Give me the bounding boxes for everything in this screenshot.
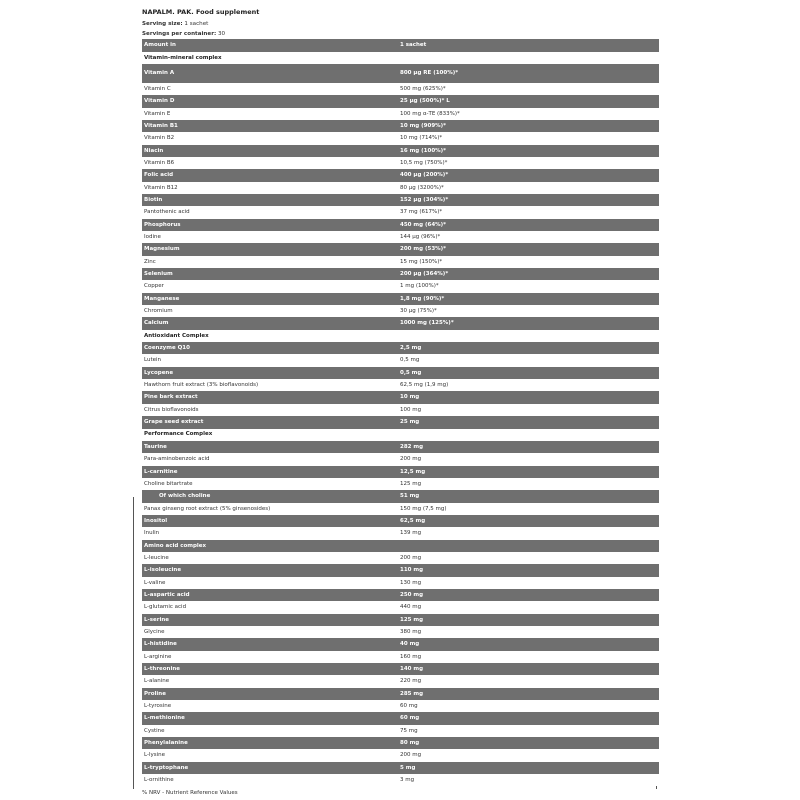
nutrient-amount: 62,5 mg (1,9 mg): [398, 379, 659, 391]
nutrient-name: L-tryptophane: [142, 762, 398, 774]
nutrient-amount: 200 mg: [398, 552, 659, 564]
table-row: [142, 404, 659, 416]
nutrient-name: L-leucine: [142, 552, 398, 564]
table-row: [142, 626, 659, 638]
table-row: [142, 108, 659, 120]
table-row: [142, 552, 659, 564]
nutrient-name: Of which choline: [142, 490, 398, 502]
table-row: [142, 515, 659, 527]
nutrient-name: Inositol: [142, 515, 398, 527]
nutrient-name: Taurine: [142, 441, 398, 453]
table-row: [142, 342, 659, 354]
nutrient-name: Vitamin-mineral complex: [142, 52, 398, 64]
nutrient-name: Citrus bioflavonoids: [142, 404, 398, 416]
nutrient-name: Biotin: [142, 194, 398, 206]
nutrient-amount: 62,5 mg: [398, 515, 659, 527]
section-header-row: [142, 429, 659, 441]
nutrient-name: Panax ginseng root extract (5% ginsenosides): [142, 503, 398, 515]
table-row: [142, 453, 659, 465]
table-row: [142, 601, 659, 613]
nutrient-name: Selenium: [142, 268, 398, 280]
table-row: [142, 589, 659, 601]
nutrient-amount: 200 mg: [398, 749, 659, 761]
table-row: [142, 293, 659, 305]
nutrient-name: Copper: [142, 280, 398, 292]
nutrient-name: L-aspartic acid: [142, 589, 398, 601]
nutrient-name: Niacin: [142, 145, 398, 157]
nutrient-amount: 100 mg: [398, 404, 659, 416]
nutrient-name: Cystine: [142, 725, 398, 737]
nutrient-name: Choline bitartrate: [142, 478, 398, 490]
section-header-row: [142, 330, 659, 342]
nutrient-name: L-valine: [142, 577, 398, 589]
nutrient-amount: [398, 540, 659, 552]
nutrient-amount: 80 mg: [398, 737, 659, 749]
table-row: [142, 391, 659, 403]
table-row: [142, 132, 659, 144]
nutrient-amount: 450 mg (64%)*: [398, 219, 659, 231]
nutrient-amount: 80 μg (3200%)*: [398, 182, 659, 194]
nutrient-name: L-arginine: [142, 651, 398, 663]
table-row: [142, 157, 659, 169]
nutrient-name: L-methionine: [142, 712, 398, 724]
nutrient-name: Grape seed extract: [142, 416, 398, 428]
nutrient-amount: 10 mg (714%)*: [398, 132, 659, 144]
supplement-facts-document: [142, 7, 659, 798]
table-row: [142, 169, 659, 181]
nutrient-name: Zinc: [142, 256, 398, 268]
table-row: [142, 503, 659, 515]
nutrient-amount: 500 mg (625%)*: [398, 83, 659, 95]
table-row: [142, 577, 659, 589]
table-row: [142, 675, 659, 687]
nutrient-name: Vitamin B2: [142, 132, 398, 144]
nutrient-name: Glycine: [142, 626, 398, 638]
table-row: [142, 194, 659, 206]
table-row: [142, 354, 659, 366]
nutrient-amount: 75 mg: [398, 725, 659, 737]
nutrient-name: Phenylalanine: [142, 737, 398, 749]
nutrient-name: Para-aminobenzoic acid: [142, 453, 398, 465]
nutrient-amount: 130 mg: [398, 577, 659, 589]
nutrient-name: Pine bark extract: [142, 391, 398, 403]
nutrient-name: Performance Complex: [142, 429, 398, 441]
serving-size-value: 1 sachet: [182, 21, 209, 27]
table-row: [142, 379, 659, 391]
table-row: [142, 280, 659, 292]
nutrient-amount: 250 mg: [398, 589, 659, 601]
nutrient-name: Vitamin A: [142, 64, 398, 83]
nutrient-name: Hawthorn fruit extract (3% bioflavonoids): [142, 379, 398, 391]
table-row: [142, 243, 659, 255]
table-row: [142, 231, 659, 243]
nutrient-name: Antioxidant Complex: [142, 330, 398, 342]
table-row: [142, 441, 659, 453]
nutrient-name: L-alanine: [142, 675, 398, 687]
nutrient-name: L-isoleucine: [142, 564, 398, 576]
nutrient-amount: 30 μg (75%)*: [398, 305, 659, 317]
nutrient-amount: 200 mg (53%)*: [398, 243, 659, 255]
nutrient-amount: 150 mg (7,5 mg): [398, 503, 659, 515]
table-row: [142, 219, 659, 231]
nutrient-amount: 440 mg: [398, 601, 659, 613]
nutrient-name: L-carnitine: [142, 466, 398, 478]
nutrient-amount: 1000 mg (125%)*: [398, 317, 659, 329]
table-header-row: [142, 39, 659, 51]
table-row: [142, 206, 659, 218]
table-row: [142, 663, 659, 675]
nutrient-amount: 220 mg: [398, 675, 659, 687]
table-row: [142, 540, 659, 552]
nutrient-name: Manganese: [142, 293, 398, 305]
nutrient-amount: 10 mg (909%)*: [398, 120, 659, 132]
nutrient-name: Magnesium: [142, 243, 398, 255]
nutrient-name: Calcium: [142, 317, 398, 329]
table-row: [142, 145, 659, 157]
table-border-left: [133, 497, 134, 789]
nutrient-amount: 60 mg: [398, 712, 659, 724]
servings-label: Servings per container:: [142, 30, 217, 37]
column-header-amount: Amount in: [142, 39, 398, 51]
nutrient-name: Folic acid: [142, 169, 398, 181]
servings-per-container: [142, 30, 659, 40]
nutrient-amount: 380 mg: [398, 626, 659, 638]
nutrient-amount: [398, 330, 659, 342]
nutrient-name: Chromium: [142, 305, 398, 317]
nutrient-name: L-serine: [142, 614, 398, 626]
nutrient-amount: 200 mg: [398, 453, 659, 465]
nutrient-amount: 400 μg (200%)*: [398, 169, 659, 181]
table-row: [142, 83, 659, 95]
table-row: [142, 95, 659, 107]
nutrient-amount: 16 mg (100%)*: [398, 145, 659, 157]
table-row: [142, 182, 659, 194]
table-row: [142, 564, 659, 576]
nutrient-amount: 100 mg α-TE (833%)*: [398, 108, 659, 120]
nutrient-name: Phosphorus: [142, 219, 398, 231]
table-row: [142, 466, 659, 478]
nutrient-name: Vitamin B12: [142, 182, 398, 194]
table-row: [142, 367, 659, 379]
nutrient-name: Vitamin B6: [142, 157, 398, 169]
table-row: [142, 317, 659, 329]
nutrient-amount: 139 mg: [398, 527, 659, 539]
nutrient-amount: 60 mg: [398, 700, 659, 712]
table-row: [142, 638, 659, 650]
table-row: [142, 527, 659, 539]
table-row: [142, 416, 659, 428]
table-row: [142, 490, 659, 502]
nutrient-amount: 5 mg: [398, 762, 659, 774]
nutrient-name: Vitamin B1: [142, 120, 398, 132]
nutrient-amount: 10 mg: [398, 391, 659, 403]
table-row: [142, 749, 659, 761]
nutrient-name: Coenzyme Q10: [142, 342, 398, 354]
table-row: [142, 256, 659, 268]
product-title: NAPALM. PAK. Food supplement: [142, 8, 260, 16]
nutrient-amount: 40 mg: [398, 638, 659, 650]
nutrient-amount: 160 mg: [398, 651, 659, 663]
nutrient-amount: 285 mg: [398, 688, 659, 700]
nutrient-amount: 25 μg (500%)* L: [398, 95, 659, 107]
table-row: [142, 305, 659, 317]
nutrient-name: Amino acid complex: [142, 540, 398, 552]
nutrient-amount: 125 mg: [398, 478, 659, 490]
servings-value: 30: [216, 30, 226, 37]
nutrient-name: Pantothenic acid: [142, 206, 398, 218]
nutrient-name: L-tyrosine: [142, 700, 398, 712]
table-row: [142, 774, 659, 786]
nutrient-amount: 25 mg: [398, 416, 659, 428]
nutrient-name: Vitamin E: [142, 108, 398, 120]
nutrient-amount: 282 mg: [398, 441, 659, 453]
nutrient-name: Vitamin D: [142, 95, 398, 107]
nutrient-amount: 51 mg: [398, 490, 659, 502]
table-row: [142, 737, 659, 749]
nutrient-amount: 0,5 mg: [398, 367, 659, 379]
nutrient-amount: 15 mg (150%)*: [398, 256, 659, 268]
nutrient-amount: 800 μg RE (100%)*: [398, 64, 659, 83]
nutrient-amount: 110 mg: [398, 564, 659, 576]
nutrient-amount: 1 mg (100%)*: [398, 280, 659, 292]
table-row: [142, 725, 659, 737]
nutrient-name: L-glutamic acid: [142, 601, 398, 613]
table-row: [142, 120, 659, 132]
nutrient-amount: 1,8 mg (90%)*: [398, 293, 659, 305]
serving-size: [142, 20, 659, 30]
section-header-row: [142, 52, 659, 64]
nutrient-amount: 140 mg: [398, 663, 659, 675]
nutrient-name: L-lysine: [142, 749, 398, 761]
table-row: [142, 478, 659, 490]
table-row: [142, 762, 659, 774]
table-row: [142, 64, 659, 83]
nrv-footnote: % NRV - Nutrient Reference Values: [142, 790, 238, 797]
nutrient-name: Iodine: [142, 231, 398, 243]
nutrient-name: Proline: [142, 688, 398, 700]
nutrient-amount: 144 μg (96%)*: [398, 231, 659, 243]
nutrition-table: [142, 39, 659, 786]
nutrient-amount: 3 mg: [398, 774, 659, 786]
nutrient-name: Vitamin C: [142, 83, 398, 95]
table-row: [142, 268, 659, 280]
table-row: [142, 712, 659, 724]
nutrient-name: Inulin: [142, 527, 398, 539]
nutrient-amount: [398, 429, 659, 441]
nutrient-name: Lutein: [142, 354, 398, 366]
nutrient-amount: 10,5 mg (750%)*: [398, 157, 659, 169]
nutrient-amount: 0,5 mg: [398, 354, 659, 366]
table-row: [142, 700, 659, 712]
nutrient-amount: 200 μg (364%)*: [398, 268, 659, 280]
nutrient-name: L-threonine: [142, 663, 398, 675]
nutrient-amount: [398, 52, 659, 64]
nutrient-amount: 2,5 mg: [398, 342, 659, 354]
column-header-sachet: 1 sachet: [398, 39, 659, 51]
table-row: [142, 688, 659, 700]
nutrient-name: L-ornithine: [142, 774, 398, 786]
nutrient-name: Lycopene: [142, 367, 398, 379]
nutrient-name: L-histidine: [142, 638, 398, 650]
table-row: [142, 614, 659, 626]
nutrient-amount: 152 μg (304%)*: [398, 194, 659, 206]
nutrient-amount: 125 mg: [398, 614, 659, 626]
serving-size-label: Serving size:: [142, 21, 183, 27]
table-row: [142, 651, 659, 663]
nutrient-amount: 12,5 mg: [398, 466, 659, 478]
nutrient-amount: 37 mg (617%)*: [398, 206, 659, 218]
